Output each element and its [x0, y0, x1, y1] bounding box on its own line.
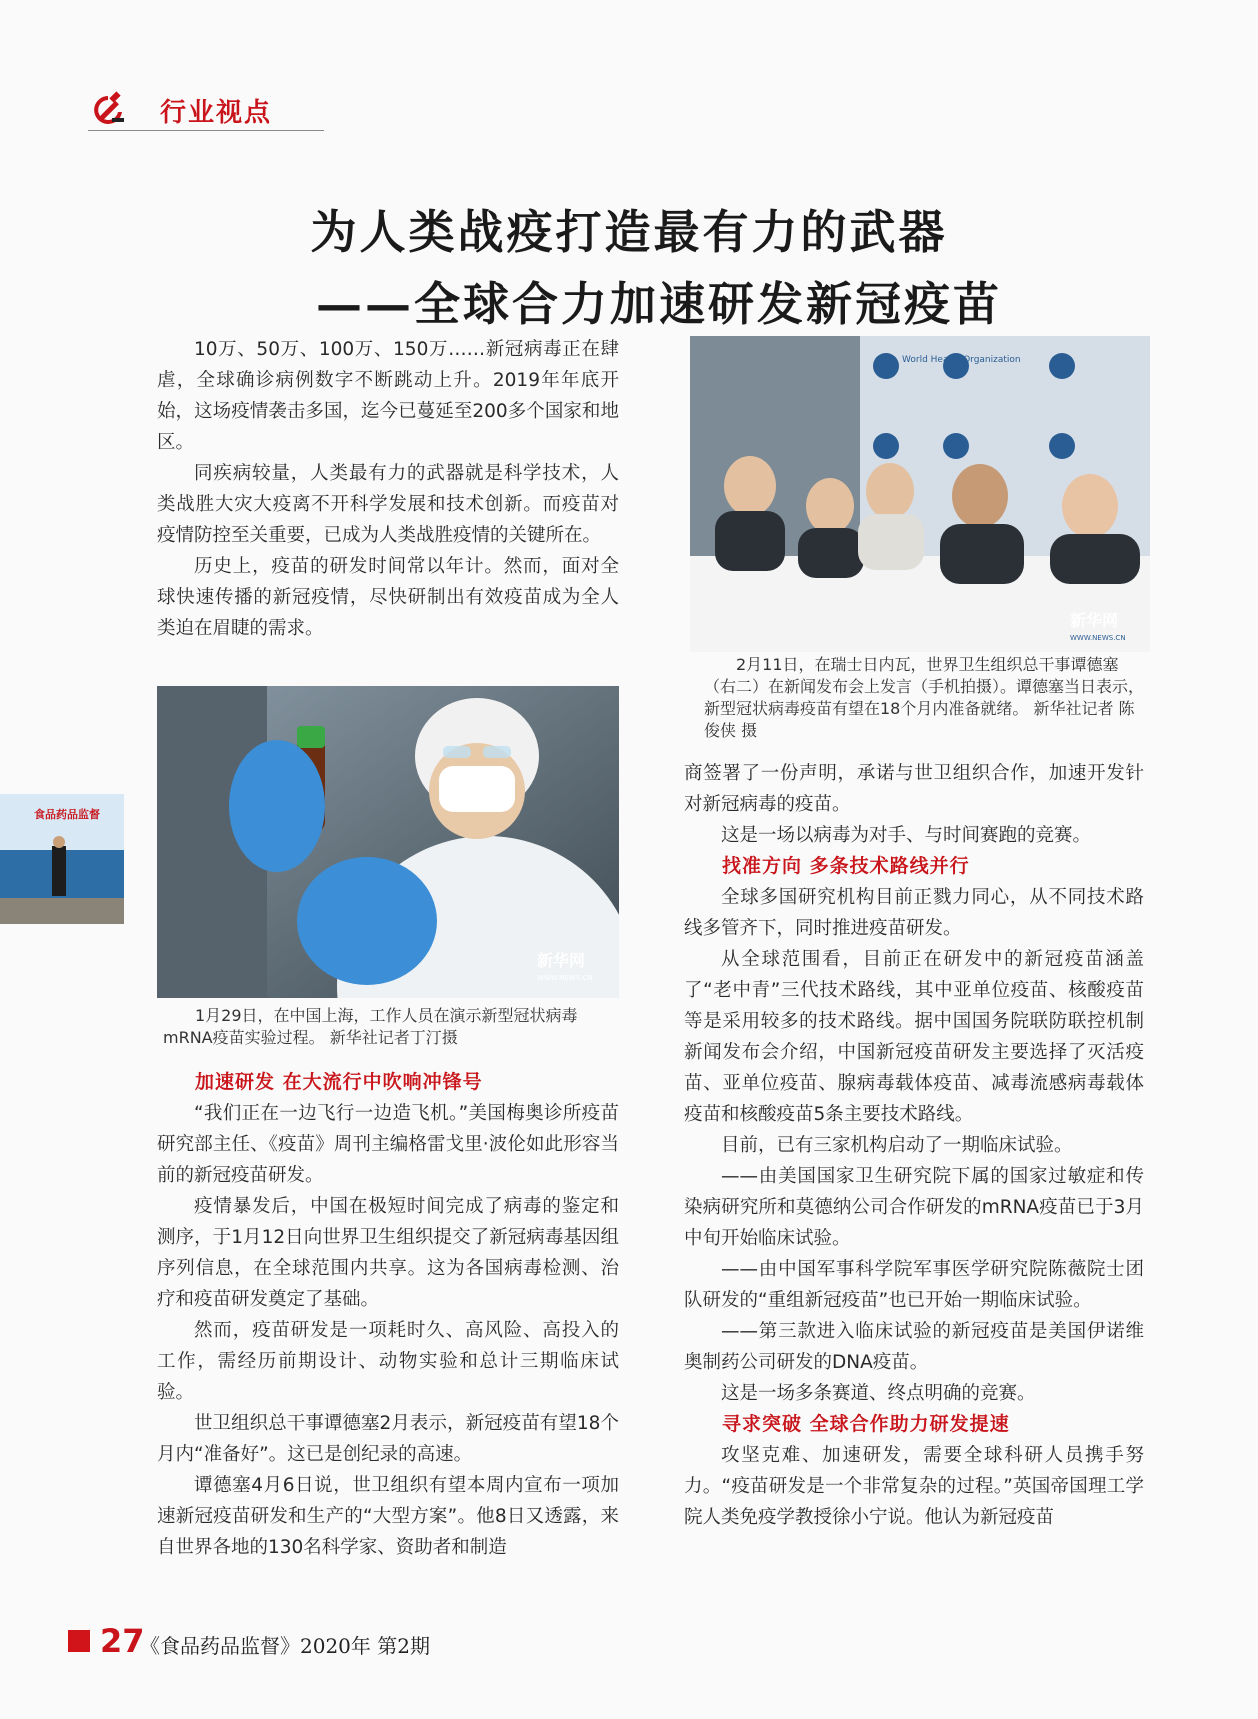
paragraph: 目前，已有三家机构启动了一期临床试验。 [721, 1135, 1073, 1156]
article-title: 为人类战疫打造最有力的武器 [310, 205, 948, 259]
paragraph: 这是一场多条赛道、终点明确的竞赛。 [721, 1383, 1036, 1404]
paragraph: 然而，疫苗研发是一项耗时久、高风险、高投入的工作，需经历前期设计、动物实验和总计三期临床试验。 [157, 1320, 619, 1403]
lab-photo-illustration [157, 686, 619, 998]
paragraph: 历史上，疫苗的研发时间常以年计。然而，面对全球快速传播的新冠疫情，尽快研制出有效疫苗成为全人类迫在眉睫的需求。 [157, 556, 619, 639]
paragraph: 全球多国研究机构目前正戮力同心，从不同技术路线多管齐下，同时推进疫苗研发。 [684, 887, 1144, 939]
article-subtitle: ——全球合力加速研发新冠疫苗 [316, 277, 1002, 331]
page-number: 27 [100, 1622, 145, 1660]
watermark: 新华网 [537, 951, 586, 970]
paragraph: 从全球范围看，目前正在研发中的新冠疫苗涵盖了“老中青”三代技术路线，其中亚单位疫苗、核酸疫苗等是采用较多的技术路线。据中国国务院联防联控机制新闻发布会介绍，中国新冠疫苗研发主要选择了灭活疫苗、亚单位疫苗、腺病毒载体疫苗、减毒流感病毒载体疫苗和核酸疫苗5条主要技术路线。 [684, 949, 1144, 1125]
paragraph: ——第三款进入临床试验的新冠疫苗是美国伊诺维奥制药公司研发的DNA疫苗。 [684, 1321, 1144, 1373]
section-header [88, 84, 328, 134]
paragraph: 世卫组织总干事谭德塞2月表示，新冠疫苗有望18个月内“准备好”。这已是创纪录的高速。 [157, 1413, 619, 1465]
watermark-url: WWW.NEWS.CN [1070, 634, 1126, 642]
side-label: 食品药品监督 [34, 808, 100, 821]
lab-photo-caption: 1月29日，在中国上海，工作人员在演示新型冠状病毒mRNA疫苗实验过程。 新华社记者丁汀摄 [163, 1006, 578, 1047]
journal-issue: 《食品药品监督》2020年 第2期 [140, 1634, 430, 1658]
left-column-body [157, 1067, 619, 1563]
paragraph: ——由中国军事科学院军事医学研究院陈薇院士团队研发的“重组新冠疫苗”也已开始一期临床试验。 [684, 1259, 1144, 1311]
paragraph: 疫情暴发后，中国在极短时间完成了病毒的鉴定和测序，于1月12日向世界卫生组织提交了新冠病毒基因组序列信息，在全球范围内共享。这为各国病毒检测、治疗和疫苗研发奠定了基础。 [157, 1196, 619, 1310]
who-photo-caption: 2月11日，在瑞士日内瓦，世界卫生组织总干事谭德塞（右二）在新闻发布会上发言（手机拍摄）。谭德塞当日表示，新型冠状病毒疫苗有望在18个月内准备就绪。 新华社记者 陈俊侠 摄 [704, 655, 1145, 740]
left-column-intro [157, 334, 619, 644]
subheading: 找准方向 多条技术路线并行 [722, 855, 970, 877]
paragraph: “我们正在一边飞行一边造飞机。”美国梅奥诊所疫苗研究部主任、《疫苗》周刊主编格雷戈里·波伦如此形容当前的新冠疫苗研发。 [157, 1103, 619, 1186]
watermark-url: WWW.NEWS.CN [537, 974, 593, 982]
subheading: 寻求突破 全球合作助力研发提速 [722, 1413, 1010, 1435]
who-photo-illustration [690, 336, 1150, 652]
paragraph: 谭德塞4月6日说，世卫组织有望本周内宣布一项加速新冠疫苗研发和生产的“大型方案”。他8日又透露，来自世界各地的130名科学家、资助者和制造 [157, 1475, 619, 1558]
paragraph: 同疾病较量，人类最有力的武器就是科学技术，人类战胜大灾大疫离不开科学发展和技术创新。而疫苗对疫情防控至关重要，已成为人类战胜疫情的关键所在。 [157, 463, 619, 546]
lab-photo [157, 686, 619, 998]
page-footer [68, 1624, 668, 1660]
paragraph: 10万、50万、100万、150万……新冠病毒正在肆虐，全球确诊病例数字不断跳动上升。2019年年底开始，这场疫情袭击多国，迄今已蔓延至200多个国家和地区。 [157, 339, 619, 453]
who-banner-text: World Health Organization [902, 355, 1021, 365]
footer-marker [68, 1630, 90, 1652]
right-column [684, 758, 1144, 1533]
paragraph: ——由美国国家卫生研究院下属的国家过敏症和传染病研究所和莫德纳公司合作研发的mRNA疫苗已于3月中旬开始临床试验。 [684, 1166, 1144, 1249]
header-divider [88, 130, 324, 131]
paragraph: 商签署了一份声明，承诺与世卫组织合作，加速开发针对新冠病毒的疫苗。 [684, 763, 1144, 815]
paragraph: 攻坚克难、加速研发，需要全球科研人员携手努力。“疫苗研发是一个非常复杂的过程。”英国帝国理工学院人类免疫学教授徐小宁说。他认为新冠疫苗 [684, 1445, 1144, 1528]
hammer-sickle-icon [88, 90, 128, 130]
section-title: 行业视点 [160, 98, 273, 128]
who-press-photo [690, 336, 1150, 652]
subheading: 加速研发 在大流行中吹响冲锋号 [195, 1071, 483, 1093]
watermark: 新华网 [1070, 611, 1119, 630]
paragraph: 这是一场以病毒为对手、与时间赛跑的竞赛。 [721, 825, 1092, 846]
